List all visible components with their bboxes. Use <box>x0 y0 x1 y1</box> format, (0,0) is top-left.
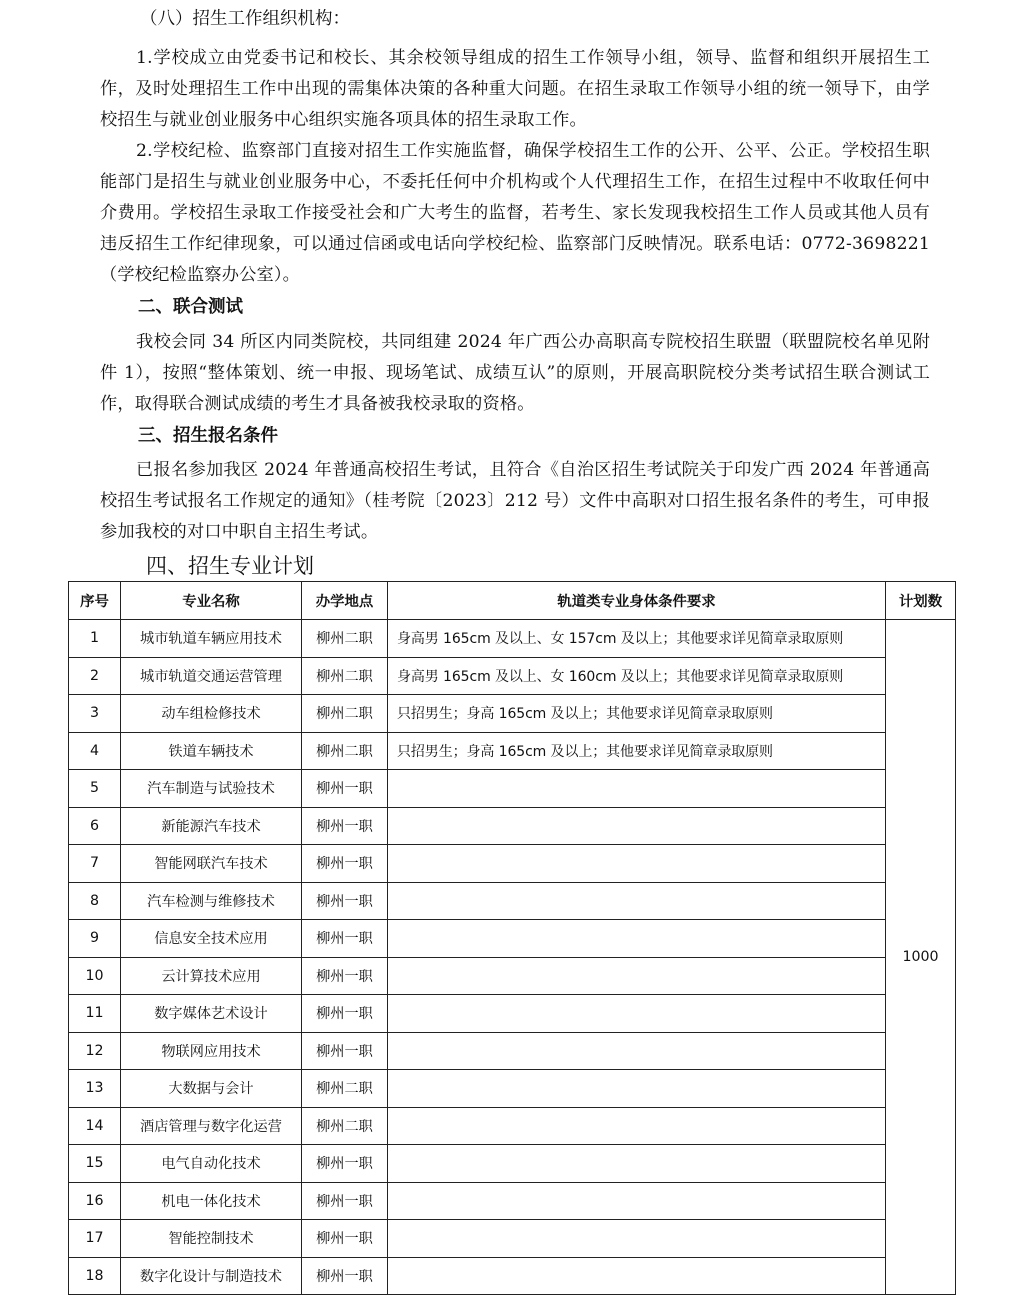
row-major: 机电一体化技术 <box>121 1182 302 1220</box>
row-no: 17 <box>69 1220 121 1258</box>
row-requirement <box>388 845 886 883</box>
row-location: 柳州一职 <box>302 770 388 808</box>
row-location: 柳州一职 <box>302 1257 388 1295</box>
row-location: 柳州一职 <box>302 882 388 920</box>
row-requirement <box>388 1070 886 1108</box>
enrollment-plan-table <box>68 581 956 1295</box>
row-major: 数字媒体艺术设计 <box>121 995 302 1033</box>
header-location: 办学地点 <box>302 582 388 620</box>
row-location: 柳州一职 <box>302 1220 388 1258</box>
header-no: 序号 <box>69 582 121 620</box>
section4-title: 四、招生专业计划 <box>146 554 314 578</box>
row-requirement: 身高男 165cm 及以上、女 157cm 及以上；其他要求详见简章录取原则 <box>388 620 886 658</box>
row-major: 酒店管理与数字化运营 <box>121 1107 302 1145</box>
row-location: 柳州二职 <box>302 695 388 733</box>
row-major: 智能网联汽车技术 <box>121 845 302 883</box>
header-requirement: 轨道类专业身体条件要求 <box>388 582 886 620</box>
header-plan: 计划数 <box>886 582 956 620</box>
row-no: 11 <box>69 995 121 1033</box>
row-no: 13 <box>69 1070 121 1108</box>
row-major: 铁道车辆技术 <box>121 732 302 770</box>
row-requirement <box>388 1107 886 1145</box>
row-location: 柳州一职 <box>302 920 388 958</box>
section3-title: 三、招生报名条件 <box>138 426 278 446</box>
table-row <box>69 1032 956 1070</box>
table-row <box>69 957 956 995</box>
row-requirement: 只招男生；身高 165cm 及以上；其他要求详见简章录取原则 <box>388 695 886 733</box>
row-no: 5 <box>69 770 121 808</box>
row-major: 新能源汽车技术 <box>121 807 302 845</box>
row-major: 物联网应用技术 <box>121 1032 302 1070</box>
table-row <box>69 1257 956 1295</box>
row-major: 汽车制造与试验技术 <box>121 770 302 808</box>
row-major: 云计算技术应用 <box>121 957 302 995</box>
row-no: 7 <box>69 845 121 883</box>
row-requirement <box>388 1182 886 1220</box>
row-location: 柳州一职 <box>302 1145 388 1183</box>
row-requirement <box>388 995 886 1033</box>
row-major: 城市轨道车辆应用技术 <box>121 620 302 658</box>
table-row <box>69 1145 956 1183</box>
row-no: 14 <box>69 1107 121 1145</box>
row-no: 18 <box>69 1257 121 1295</box>
row-location: 柳州二职 <box>302 1107 388 1145</box>
row-major: 智能控制技术 <box>121 1220 302 1258</box>
header-major: 专业名称 <box>121 582 302 620</box>
table-row <box>69 807 956 845</box>
row-no: 15 <box>69 1145 121 1183</box>
total-plan-count: 1000 <box>886 620 956 1295</box>
row-requirement <box>388 920 886 958</box>
row-no: 10 <box>69 957 121 995</box>
row-no: 1 <box>69 620 121 658</box>
row-location: 柳州一职 <box>302 845 388 883</box>
row-location: 柳州一职 <box>302 957 388 995</box>
row-major: 城市轨道交通运营管理 <box>121 657 302 695</box>
row-location: 柳州二职 <box>302 1070 388 1108</box>
table-row <box>69 657 956 695</box>
row-no: 2 <box>69 657 121 695</box>
row-no: 4 <box>69 732 121 770</box>
row-no: 12 <box>69 1032 121 1070</box>
table-row <box>69 695 956 733</box>
row-no: 3 <box>69 695 121 733</box>
row-requirement <box>388 1257 886 1295</box>
table-row <box>69 1070 956 1108</box>
table-header-row <box>69 582 956 620</box>
row-requirement <box>388 1032 886 1070</box>
row-requirement <box>388 770 886 808</box>
row-location: 柳州二职 <box>302 657 388 695</box>
section3-paragraph: 已报名参加我区 2024 年普通高校招生考试，且符合《自治区招生考试院关于印发广西 2024 年普通高校招生考试报名工作规定的通知》（桂考院〔2023〕212 号）文件中高职对口招生报名条件的考生，可申报参加我校的对口中职自主招生考试。 <box>100 460 930 542</box>
table-row <box>69 1107 956 1145</box>
row-major: 数字化设计与制造技术 <box>121 1257 302 1295</box>
section2-title: 二、联合测试 <box>138 297 243 317</box>
section8-title: （八）招生工作组织机构： <box>140 9 350 29</box>
row-requirement <box>388 1145 886 1183</box>
row-no: 9 <box>69 920 121 958</box>
row-location: 柳州一职 <box>302 1182 388 1220</box>
row-major: 汽车检测与维修技术 <box>121 882 302 920</box>
section2-paragraph: 我校会同 34 所区内同类院校，共同组建 2024 年广西公办高职高专院校招生联盟（联盟院校名单见附件 1），按照“整体策划、统一申报、现场笔试、成绩互认”的原则，开展高职院校分类考试招生联合测试工作，取得联合测试成绩的考生才具备被我校录取的资格。 <box>100 332 930 414</box>
table-row <box>69 1182 956 1220</box>
row-major: 信息安全技术应用 <box>121 920 302 958</box>
row-location: 柳州一职 <box>302 1032 388 1070</box>
row-requirement <box>388 807 886 845</box>
section8-paragraph-1: 1.学校成立由党委书记和校长、其余校领导组成的招生工作领导小组，领导、监督和组织开展招生工作，及时处理招生工作中出现的需集体决策的各种重大问题。在招生录取工作领导小组的统一领导下，由学校招生与就业创业服务中心组织实施各项具体的招生录取工作。 <box>100 48 930 130</box>
row-no: 8 <box>69 882 121 920</box>
row-requirement <box>388 957 886 995</box>
table-row <box>69 995 956 1033</box>
table-row <box>69 845 956 883</box>
table-row <box>69 920 956 958</box>
table-row <box>69 1220 956 1258</box>
table-row <box>69 732 956 770</box>
table-row <box>69 620 956 658</box>
table-body <box>69 620 956 1295</box>
row-location: 柳州二职 <box>302 732 388 770</box>
table-row <box>69 882 956 920</box>
row-no: 16 <box>69 1182 121 1220</box>
row-requirement <box>388 1220 886 1258</box>
row-requirement <box>388 882 886 920</box>
row-location: 柳州一职 <box>302 995 388 1033</box>
row-major: 动车组检修技术 <box>121 695 302 733</box>
row-requirement: 只招男生；身高 165cm 及以上；其他要求详见简章录取原则 <box>388 732 886 770</box>
table-row <box>69 770 956 808</box>
row-location: 柳州二职 <box>302 620 388 658</box>
row-requirement: 身高男 165cm 及以上、女 160cm 及以上；其他要求详见简章录取原则 <box>388 657 886 695</box>
row-location: 柳州一职 <box>302 807 388 845</box>
section8-paragraph-2: 2.学校纪检、监察部门直接对招生工作实施监督，确保学校招生工作的公开、公平、公正。学校招生职能部门是招生与就业创业服务中心，不委托任何中介机构或个人代理招生工作，在招生过程中不收取任何中介费用。学校招生录取工作接受社会和广大考生的监督，若考生、家长发现我校招生工作人员或其他人员有违反招生工作纪律现象，可以通过信函或电话向学校纪检、监察部门反映情况。联系电话：0772-3698221（学校纪检监察办公室）。 <box>100 141 930 285</box>
row-major: 电气自动化技术 <box>121 1145 302 1183</box>
row-major: 大数据与会计 <box>121 1070 302 1108</box>
row-no: 6 <box>69 807 121 845</box>
